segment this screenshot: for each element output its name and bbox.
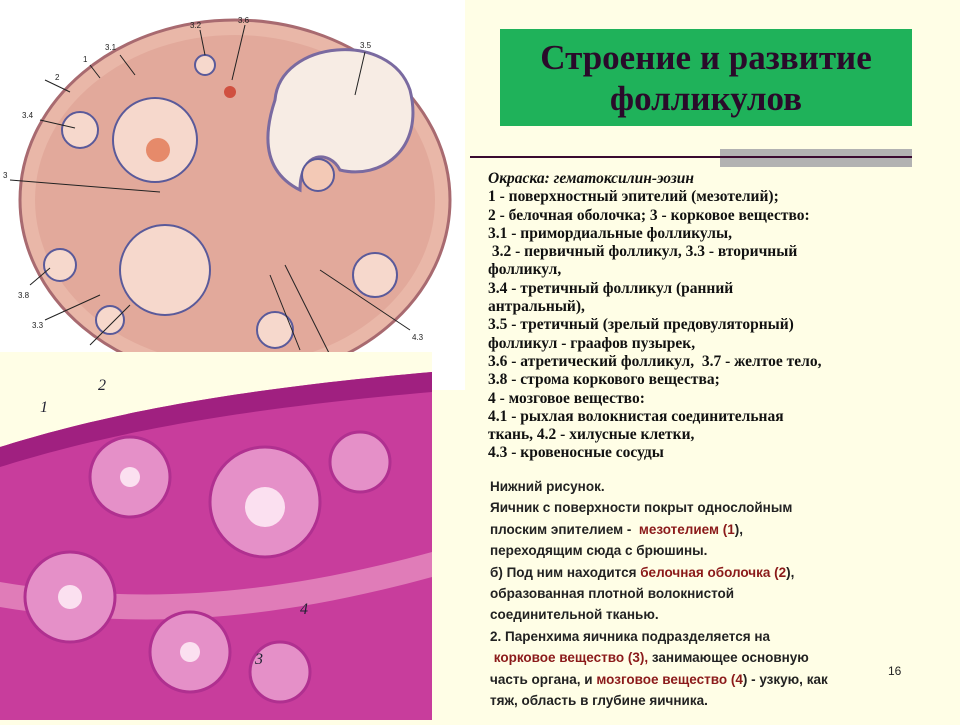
description-line [490, 519, 828, 540]
legend-line: 4.3 - кровеносные сосуды [488, 444, 664, 462]
description-segment: 2. Паренхима яичника подразделяется на [490, 628, 770, 644]
description-segment: плоским эпителием - [490, 521, 639, 537]
fig-label: 3.8 [18, 291, 30, 300]
legend-line: антральный), [488, 298, 585, 316]
legend-line: 1 - поверхностный эпителий (мезотелий); [488, 188, 779, 206]
divider [470, 156, 912, 158]
legend-line: 4 - мозговое вещество: [488, 389, 645, 407]
highlighted-term: корковое вещество (3), [490, 650, 649, 666]
description-segment: ) - узкую, как [742, 671, 828, 687]
highlighted-term: мозговое вещество (4 [596, 671, 743, 687]
fig-label: 2 [55, 73, 60, 82]
legend-text [488, 170, 821, 463]
ovary-micrograph-figure [0, 352, 432, 720]
description-segment: Яичник с поверхности покрыт однослойным [490, 500, 793, 516]
description-line [490, 647, 828, 668]
legend-line: 3.8 - строма коркового вещества; [488, 371, 720, 389]
fig-label: 4.3 [412, 333, 424, 342]
description-line [490, 476, 828, 497]
description-segment: образованная плотной волокнистой [490, 586, 735, 602]
fig-label: 3 [255, 651, 263, 668]
description-line [490, 626, 828, 647]
legend-heading: Окраска: гематоксилин-эозин [488, 170, 695, 187]
description-segment: занимающее основную [648, 650, 809, 666]
legend-line: 3.1 - примордиальные фолликулы, [488, 224, 732, 242]
fig-label: 4 [300, 601, 308, 618]
ovary-diagram-figure [0, 0, 465, 390]
description-line [490, 562, 828, 583]
legend-line: фолликул, [488, 261, 562, 279]
fig-label: 3.4 [22, 111, 34, 120]
description-segment: Нижний рисунок. [490, 479, 605, 494]
fig-label: 3.3 [32, 321, 44, 330]
description-line [490, 497, 828, 518]
description-segment: часть органа, и [490, 671, 597, 687]
fig-label: 3.6 [238, 16, 250, 25]
page-number: 16 [888, 664, 902, 678]
description-line [490, 690, 828, 711]
description-segment: ), [734, 521, 743, 537]
fig-label: 2 [98, 377, 106, 394]
legend-line: ткань, 4.2 - хилусные клетки, [488, 426, 695, 444]
title-box [500, 29, 912, 126]
title-line: фолликулов [609, 78, 803, 118]
fig-label: 3.5 [360, 41, 372, 50]
legend-line: 4.1 - рыхлая волокнистая соединительная [488, 407, 784, 425]
legend-line: фолликул - граафов пузырек, [488, 334, 696, 352]
description-segment: б) Под ним находится [490, 564, 641, 580]
description-segment: тяж, область в глубине яичника. [490, 693, 708, 709]
fig-label: 3 [3, 171, 8, 180]
highlighted-term: белочная оболочка (2 [640, 564, 787, 580]
description-segment: ), [786, 564, 795, 580]
decorative-bar [720, 149, 912, 167]
slide-title [540, 37, 871, 119]
legend-line: 3.6 - атретический фолликул, 3.7 - желтое тело, [488, 352, 822, 370]
description-line [490, 583, 828, 604]
fig-label: 3.1 [105, 43, 117, 52]
title-line: Строение и развитие [540, 37, 872, 77]
description-line [490, 604, 828, 625]
description-segment: соединительной тканью. [490, 607, 659, 623]
legend-line: 3.4 - третичный фолликул (ранний [488, 279, 734, 297]
fig-label: 1 [83, 55, 88, 64]
fig-label: 1 [40, 399, 48, 416]
description-segment: переходящим сюда с брюшины. [490, 543, 708, 559]
description-text [490, 476, 828, 711]
legend-line: 3.5 - третичный (зрелый предовуляторный) [488, 316, 794, 334]
legend-line: 2 - белочная оболочка; 3 - корковое вещество: [488, 206, 810, 224]
legend-line: 3.2 - первичный фолликул, 3.3 - вторичный [488, 243, 798, 261]
description-line [490, 669, 828, 690]
description-line [490, 540, 828, 561]
highlighted-term: мезотелием (1 [638, 521, 735, 537]
fig-label: 3.2 [190, 21, 202, 30]
